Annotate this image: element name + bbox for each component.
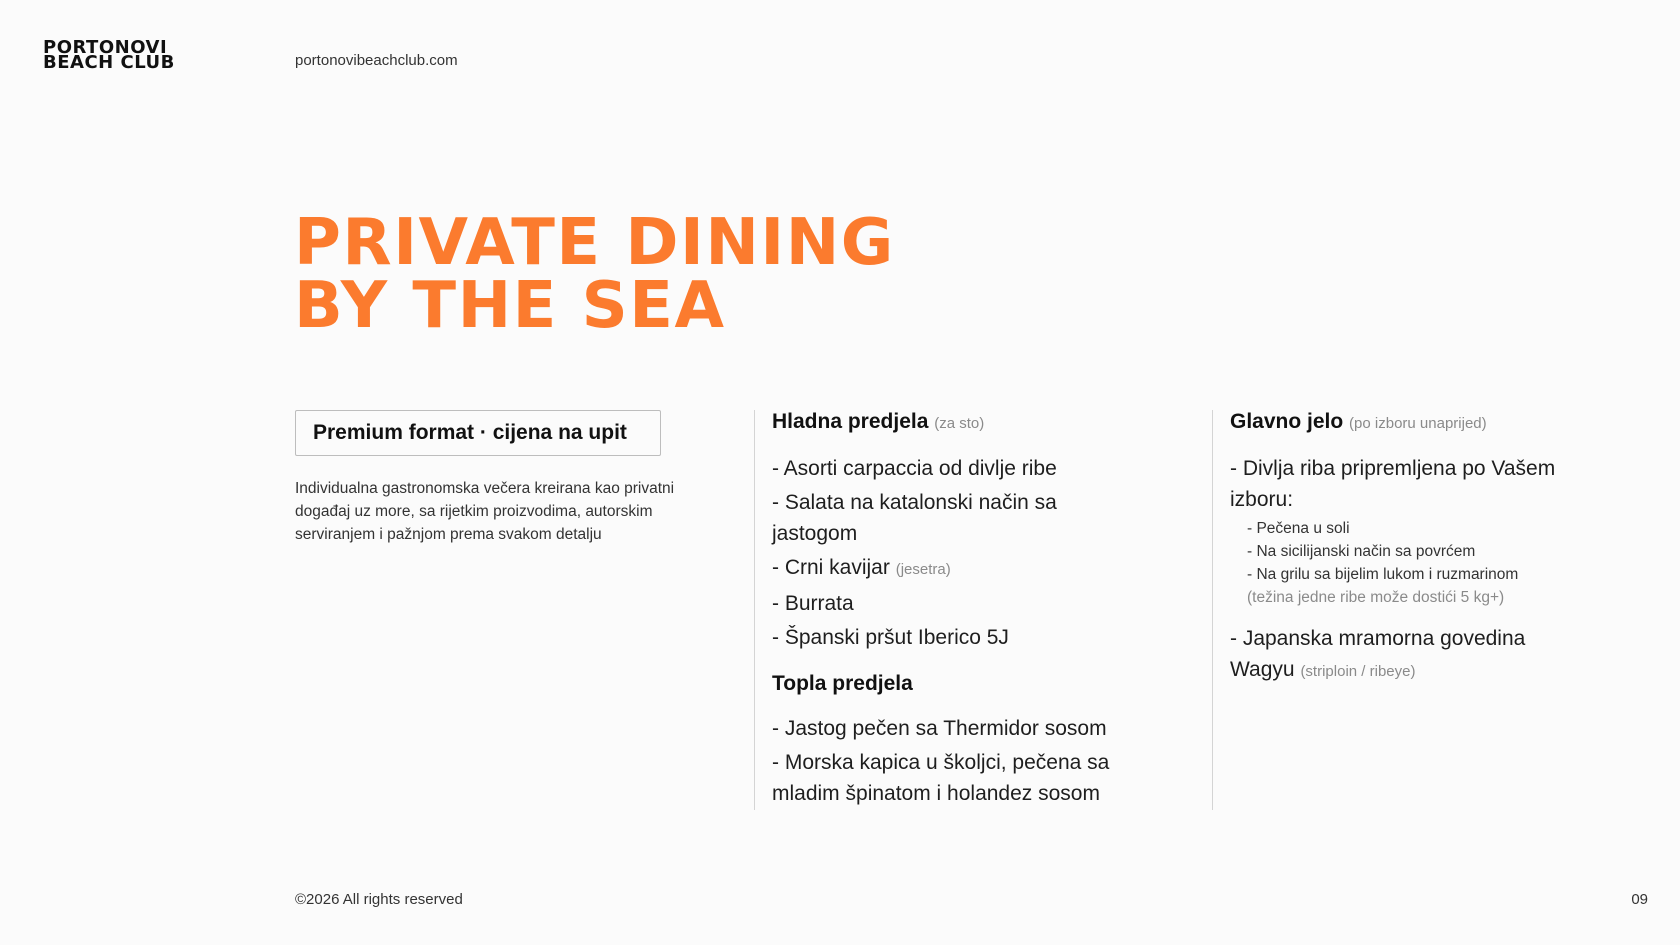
menu-item: - Morska kapica u školjci, pečena sa mladim špinatom i holandez sosom (772, 751, 1110, 805)
copyright: ©2026 All rights reserved (295, 891, 463, 908)
title-line-2: BY THE SEA (294, 269, 726, 343)
caviar-label: - Crni kavijar (772, 556, 890, 579)
menu-item (772, 552, 1194, 585)
logo-line-1: PORTONOVI (43, 37, 168, 58)
menu-item: - Salata na katalonski način sa jastogom (772, 491, 1057, 545)
menu-item: - Španski pršut Iberico 5J (772, 626, 1009, 649)
fish-weight-note: (težina jedne ribe može dostići 5 kg+) (1247, 589, 1505, 606)
cold-starters-note: (za sto) (934, 415, 985, 432)
cold-starters-heading (772, 410, 1194, 436)
menu-item: - Divlja riba pripremljena po Vašem izboru: (1230, 457, 1556, 511)
page-number: 09 (1631, 891, 1648, 908)
page-title (294, 206, 895, 343)
wagyu-note: (striploin / ribeye) (1300, 663, 1416, 680)
wagyu-label: - Japanska mramorna govedina Wagyu (1230, 627, 1526, 681)
menu-item: - Asorti carpaccia od divlje ribe (772, 457, 1057, 480)
cold-starters-title: Hladna predjela (772, 410, 929, 433)
menu-item: - Jastog pečen sa Thermidor sosom (772, 717, 1107, 740)
main-course-column (1212, 410, 1652, 810)
brand-logo (43, 37, 175, 73)
warm-starters-heading: Topla predjela (772, 672, 913, 695)
title-line-1: PRIVATE DINING (294, 206, 895, 280)
logo-line-2: BEACH CLUB (43, 52, 175, 73)
main-course-note: (po izboru unaprijed) (1349, 415, 1487, 432)
fish-option: - Na grilu sa bijelim lukom i ruzmarinom (1247, 566, 1519, 583)
fish-option: - Na sicilijanski način sa povrćem (1247, 543, 1476, 560)
menu-item (1230, 623, 1590, 687)
fish-option: - Pečena u soli (1247, 520, 1350, 537)
starters-column (754, 410, 1194, 810)
menu-item: - Burrata (772, 592, 854, 615)
website-url[interactable]: portonovibeachclub.com (295, 52, 458, 69)
intro-description: Individualna gastronomska večera kreirana kao privatni događaj uz more, sa rijetkim proizvodima, autorskim serviranjem i pažnjom prema svakom detalju (295, 480, 675, 543)
caviar-note: (jesetra) (895, 561, 951, 578)
premium-format-badge: Premium format · cijena na upit (295, 410, 661, 456)
main-course-heading (1230, 410, 1652, 436)
main-course-title: Glavno jelo (1230, 410, 1344, 433)
